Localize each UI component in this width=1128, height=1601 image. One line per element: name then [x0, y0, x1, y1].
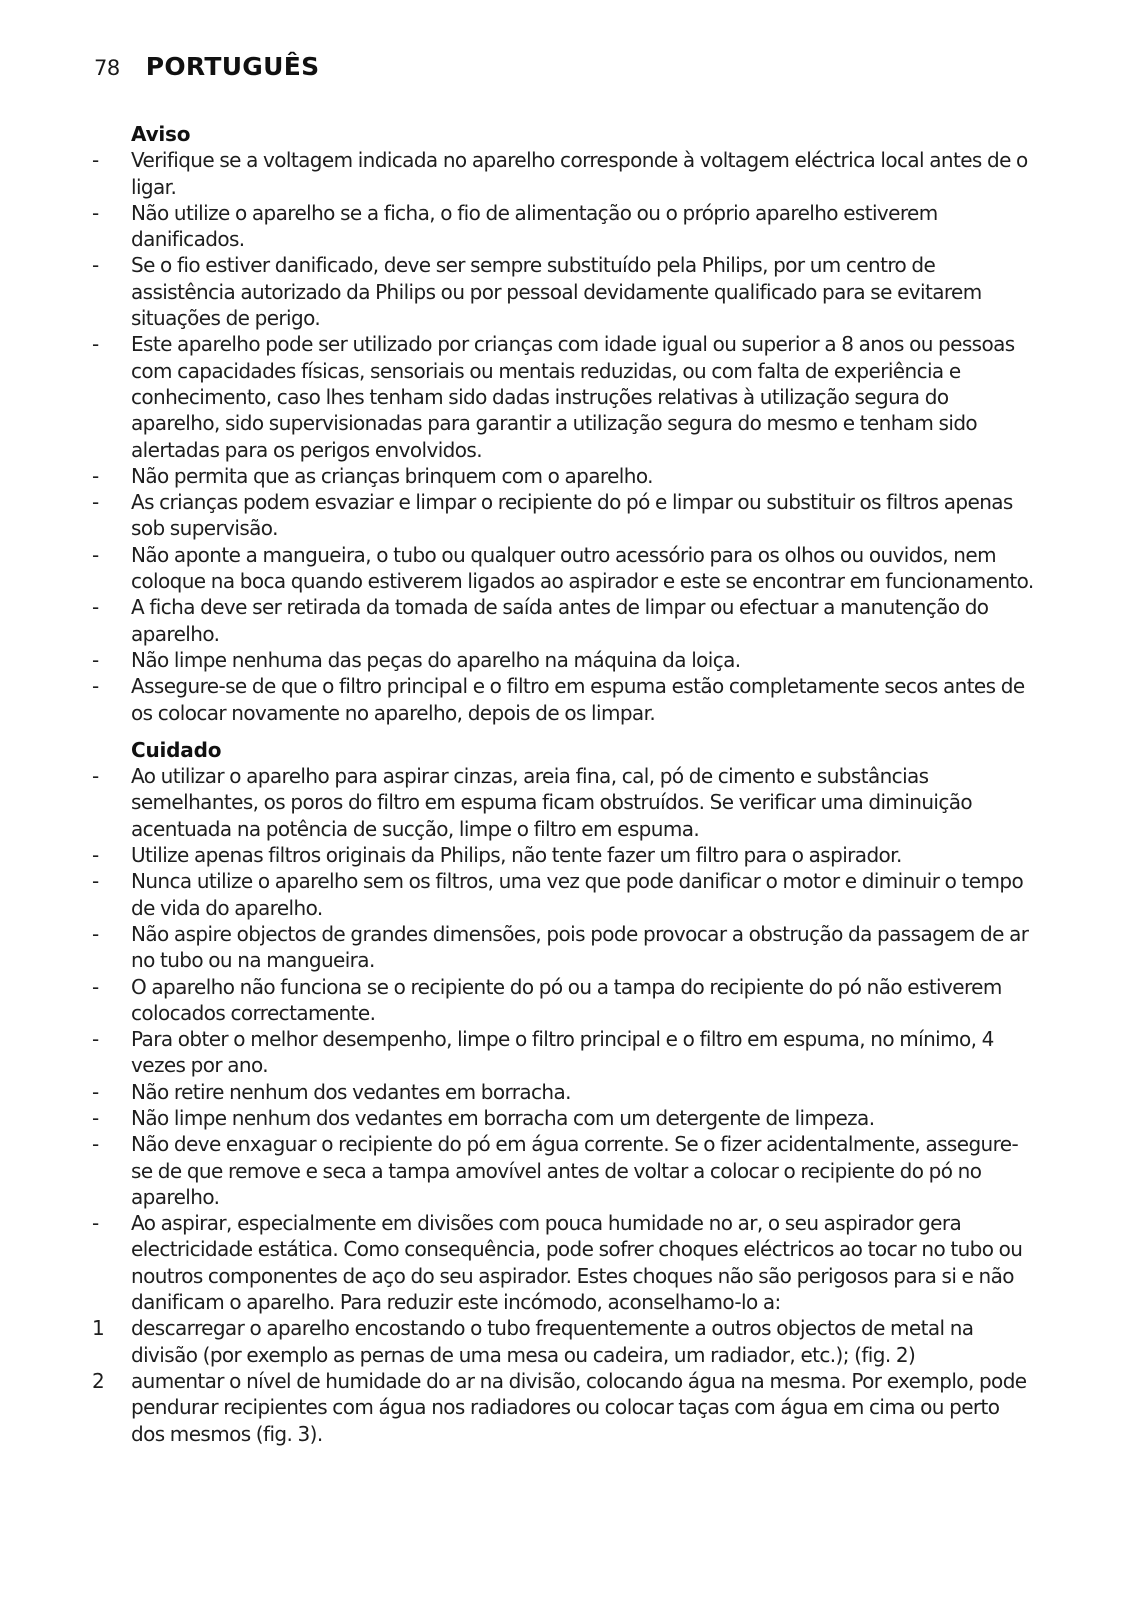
list-item-text: Utilize apenas filtros originais da Philips, não tente fazer um filtro para o aspirador.	[131, 843, 902, 868]
list-item	[90, 252, 1035, 331]
list-item	[90, 974, 1035, 1027]
list-item-text: Ao utilizar o aparelho para aspirar cinzas, areia fina, cal, pó de cimento e substâncias semelhantes, os poros do filtro em espuma ficam obstruídos. Se verificar uma diminuição acentuada na potência de sucção, limpe o filtro em espuma.	[131, 764, 973, 841]
list-marker: -	[92, 1105, 99, 1130]
list-item	[90, 763, 1035, 842]
list-marker: -	[92, 253, 99, 278]
list-item	[90, 147, 1035, 200]
list-item-text: Não utilize o aparelho se a ficha, o fio de alimentação ou o próprio aparelho estiverem danificados.	[131, 200, 938, 252]
list-marker: -	[92, 148, 99, 173]
list-item-text: O aparelho não funciona se o recipiente do pó ou a tampa do recipiente do pó não estiverem colocados correctamente.	[131, 974, 1002, 1025]
list-item-text: Se o fio estiver danificado, deve ser sempre substituído pela Philips, por um centro de assistência autorizado da Philips ou por pessoal devidamente qualificado para se evitarem situações de perigo.	[131, 253, 982, 331]
list-marker: -	[92, 1132, 99, 1157]
list-item-text: Nunca utilize o aparelho sem os filtros, uma vez que pode danificar o motor e diminuir o tempo de vida do aparelho.	[131, 869, 1024, 920]
list-marker: -	[92, 595, 99, 620]
caution-list	[90, 763, 1035, 1447]
list-marker: -	[92, 869, 99, 894]
page-content	[90, 121, 1035, 1447]
list-item-text: Não retire nenhum dos vedantes em borracha.	[131, 1079, 571, 1104]
list-item	[90, 331, 1035, 462]
section-aviso	[90, 121, 1035, 726]
list-item	[90, 489, 1035, 542]
list-item-text: Não deve enxaguar o recipiente do pó em água corrente. Se o fizer acidentalmente, assegure-se de que remove e seca a tampa amovível antes de voltar a colocar o recipiente do pó no aparelho.	[131, 1132, 1019, 1209]
list-item	[90, 1105, 1035, 1131]
list-item	[90, 594, 1035, 647]
section-heading-aviso: Aviso	[131, 122, 191, 146]
list-item-text: Não permita que as crianças brinquem com o aparelho.	[131, 463, 653, 488]
list-marker: -	[92, 1079, 99, 1104]
list-item	[90, 842, 1035, 868]
list-item	[90, 673, 1035, 726]
list-marker: -	[92, 921, 99, 946]
list-marker: -	[92, 843, 99, 868]
list-marker: -	[92, 200, 99, 225]
warning-list	[90, 147, 1035, 726]
list-item	[90, 1210, 1035, 1315]
list-item-text: Não limpe nenhum dos vedantes em borracha com um detergente de limpeza.	[131, 1105, 875, 1130]
list-item-text: Para obter o melhor desempenho, limpe o filtro principal e o filtro em espuma, no mínimo, 4 vezes por ano.	[131, 1027, 994, 1078]
list-item	[90, 463, 1035, 489]
list-item	[90, 200, 1035, 253]
page-number: 78	[94, 56, 120, 80]
list-marker: -	[92, 490, 99, 515]
numbered-item	[90, 1315, 1035, 1368]
page-header	[94, 52, 319, 92]
list-item-text: Assegure-se de que o filtro principal e o filtro em espuma estão completamente secos antes de os colocar novamente no aparelho, depois de os limpar.	[131, 674, 1025, 725]
list-item-text: Verifique se a voltagem indicada no aparelho corresponde à voltagem eléctrica local antes de o ligar.	[131, 148, 1028, 199]
list-marker: -	[92, 542, 99, 567]
list-marker: -	[92, 332, 99, 357]
list-marker: -	[92, 974, 99, 999]
list-item	[90, 1079, 1035, 1105]
language-title: PORTUGUÊS	[145, 52, 320, 81]
list-marker: -	[92, 1027, 99, 1052]
list-marker: -	[92, 1211, 99, 1236]
list-item-text: Este aparelho pode ser utilizado por crianças com idade igual ou superior a 8 anos ou pessoas com capacidades físicas, sensoriais ou mentais reduzidas, ou com falta de experiência e conhecimento, caso lhes tenham sido dadas instruções relativas à utilização segura do aparelho, sido supervisionadas para garantir a utilização segura do mesmo e tenham sido alertadas para os perigos envolvidos.	[131, 332, 1015, 462]
list-item	[90, 1026, 1035, 1079]
list-item	[90, 1131, 1035, 1210]
list-item-text: As crianças podem esvaziar e limpar o recipiente do pó e limpar ou substituir os filtros apenas sob supervisão.	[131, 490, 1013, 541]
list-item-text: aumentar o nível de humidade do ar na divisão, colocando água na mesma. Por exemplo, pode pendurar recipientes com água nos radiadores ou colocar taças com água em cima ou perto dos mesmos (fig. 3).	[131, 1368, 1027, 1446]
list-marker: -	[92, 463, 99, 488]
list-item	[90, 647, 1035, 673]
list-item	[90, 921, 1035, 974]
list-item-text: Não aponte a mangueira, o tubo ou qualquer outro acessório para os olhos ou ouvidos, nem coloque na boca quando estiverem ligados ao aspirador e este se encontrar em funcionamento.	[131, 542, 1034, 594]
list-item-text: Ao aspirar, especialmente em divisões com pouca humidade no ar, o seu aspirador gera electricidade estática. Como consequência, pode sofrer choques eléctricos ao tocar no tubo ou noutros componentes de aço do seu aspirador. Estes choques não são perigosos para si e não danificam o aparelho. Para reduzir este incómodo, aconselhamo-lo a:	[131, 1211, 1023, 1315]
section-heading-cuidado: Cuidado	[131, 737, 222, 762]
list-item	[90, 542, 1035, 595]
section-cuidado	[90, 737, 1035, 1447]
list-number: 1	[92, 1316, 105, 1341]
list-marker: -	[92, 674, 99, 699]
section-spacer	[90, 726, 1035, 737]
numbered-item	[90, 1368, 1035, 1447]
list-item-text: A ficha deve ser retirada da tomada de saída antes de limpar ou efectuar a manutenção do aparelho.	[131, 595, 989, 646]
list-marker: -	[92, 764, 99, 789]
list-item-text: descarregar o aparelho encostando o tubo frequentemente a outros objectos de metal na divisão (por exemplo as pernas de uma mesa ou cadeira, um radiador, etc.); (fig. 2)	[131, 1316, 974, 1367]
list-item-text: Não limpe nenhuma das peças do aparelho na máquina da loiça.	[131, 647, 741, 672]
list-marker: -	[92, 647, 99, 672]
list-item	[90, 868, 1035, 921]
list-number: 2	[92, 1368, 105, 1393]
list-item-text: Não aspire objectos de grandes dimensões, pois pode provocar a obstrução da passagem de ar no tubo ou na mangueira.	[131, 921, 1029, 973]
